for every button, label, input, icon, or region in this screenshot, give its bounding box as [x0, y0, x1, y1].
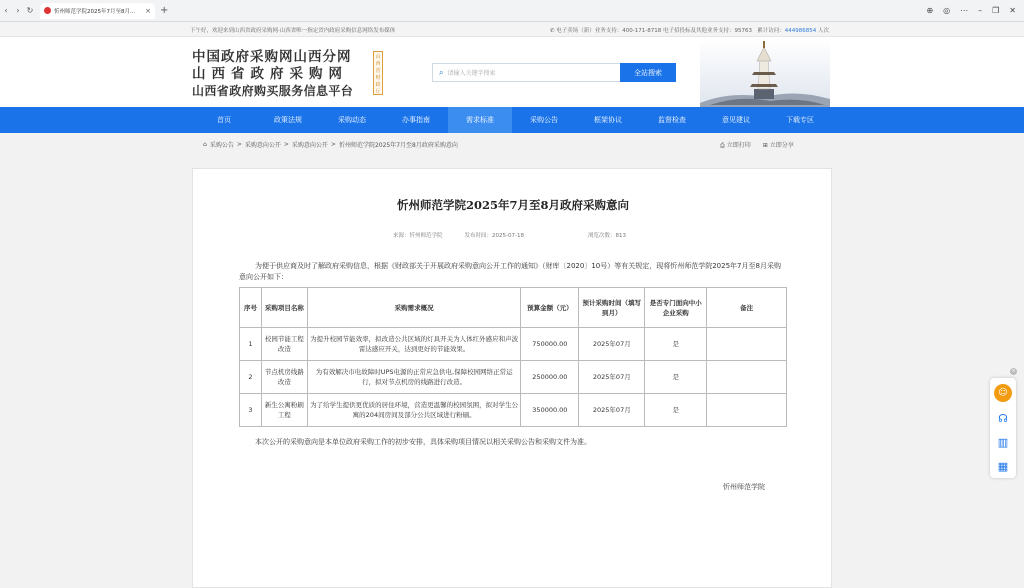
col-header: 采购项目名称 — [261, 288, 307, 328]
globe-icon[interactable]: ◎ — [943, 6, 951, 15]
back-icon[interactable]: ‹ — [4, 6, 8, 15]
cell-sme: 是 — [645, 328, 707, 361]
article-meta — [393, 231, 524, 239]
cell-budget: 750000.00 — [521, 328, 579, 361]
col-header: 序号 — [240, 288, 262, 328]
float-close-icon[interactable]: × — [1011, 368, 1016, 374]
article-views: 浏览次数：813 — [588, 233, 626, 239]
share-button[interactable] — [763, 140, 794, 150]
cell-project: 校园节能工程改造 — [261, 328, 307, 361]
browser-tab[interactable] — [40, 3, 155, 19]
breadcrumb-separator: > — [236, 141, 242, 148]
breadcrumb-item[interactable]: 采购意向公开 — [244, 142, 281, 149]
more-icon[interactable]: ⋯ — [960, 6, 969, 15]
cell-remark — [707, 361, 787, 394]
article-card — [192, 168, 832, 588]
procurement-table — [239, 287, 787, 427]
print-button[interactable] — [720, 140, 751, 150]
browser-chrome — [0, 0, 1024, 22]
search-placeholder: 请输入关键字搜索 — [447, 70, 496, 77]
search-input[interactable] — [432, 63, 622, 82]
minimize-icon[interactable]: – — [978, 6, 983, 15]
greeting-text: 下午好，欢迎来到山西省政府采购网·山西省唯一指定省内政府采购信息网络发布媒体 — [190, 28, 396, 34]
cell-sme: 是 — [645, 361, 707, 394]
new-tab-icon[interactable]: + — [160, 5, 169, 16]
pagoda-banner-image — [700, 39, 830, 107]
breadcrumb-current: 忻州师范学院2025年7月至8月政府采购意向 — [338, 142, 458, 149]
cell-index: 1 — [240, 328, 262, 361]
share-icon: ⊞ — [762, 142, 768, 149]
visit-count: 444986854 — [784, 28, 817, 34]
article-date: 发布时间：2025-07-18 — [464, 233, 524, 239]
printer-icon: ⎙ — [720, 142, 725, 149]
cell-remark — [707, 328, 787, 361]
breadcrumb-separator: > — [283, 141, 289, 148]
nav-feedback[interactable]: 意见建议 — [722, 116, 750, 124]
table-row — [240, 361, 787, 394]
breadcrumb-item[interactable]: 采购意向公开 — [291, 142, 328, 149]
assistant-bot-icon[interactable]: ☺ — [994, 384, 1012, 402]
col-header: 备注 — [707, 288, 787, 328]
logo-line-3[interactable]: 山西省政府购买服务信息平台 — [192, 84, 354, 98]
article-signature: 忻州师范学院 — [723, 483, 765, 491]
window-close-icon[interactable]: ✕ — [1009, 6, 1016, 15]
nav-home[interactable]: 首页 — [217, 116, 231, 124]
print-label: 立即打印 — [726, 142, 751, 149]
table-row — [240, 328, 787, 361]
cell-description: 为提升校园节能效率，拟改造公共区域的灯具开关为人体红外感应和声波雷达感应开关，达到更好的节能效果。 — [307, 328, 521, 361]
cell-index: 2 — [240, 361, 262, 394]
cell-remark — [707, 394, 787, 427]
breadcrumb — [203, 140, 458, 149]
col-header: 预计采购时间（填写到月） — [579, 288, 645, 328]
cell-time: 2025年07月 — [579, 394, 645, 427]
favicon-icon — [44, 7, 51, 14]
breadcrumb-item[interactable]: 采购公告 — [209, 142, 234, 149]
headset-icon[interactable]: ☊ — [998, 412, 1008, 425]
table-header-row — [240, 288, 787, 328]
restore-icon[interactable]: ❐ — [992, 6, 1000, 15]
floating-toolbar — [990, 378, 1016, 478]
article-title: 忻州师范学院2025年7月至8月政府采购意向 — [396, 198, 629, 212]
forward-icon[interactable]: › — [16, 6, 20, 15]
service-info — [550, 26, 829, 34]
table-row — [240, 394, 787, 427]
nav-news[interactable]: 采购动态 — [338, 116, 366, 124]
download-icon[interactable]: ⊕ — [926, 6, 934, 15]
qrcode-icon[interactable]: ▦ — [997, 460, 1009, 473]
home-icon[interactable]: ⌂ — [203, 141, 207, 148]
tab-close-icon[interactable]: × — [145, 6, 151, 15]
nav-framework[interactable]: 框架协议 — [594, 116, 622, 124]
article-intro: 为便于供应商及时了解政府采购信息，根据《财政部关于开展政府采购意向公开工作的通知》（财库〔2020〕10号）等有关规定，现将忻州师范学院2025年7月至8月采购意向公开如下： — [239, 262, 781, 281]
cell-project: 节点机房线路改造 — [261, 361, 307, 394]
search-button[interactable]: 全站搜索 — [620, 63, 676, 82]
reload-icon[interactable]: ↻ — [26, 6, 34, 15]
phone-icon: ✆ — [549, 28, 555, 34]
cell-budget: 350000.00 — [521, 394, 579, 427]
logo-line-1[interactable]: 中国政府采购网山西分网 — [192, 49, 352, 65]
search-icon: ⌕ — [439, 67, 444, 77]
site-header — [0, 37, 1024, 107]
cell-time: 2025年07月 — [579, 361, 645, 394]
col-header: 预算金额（元） — [521, 288, 579, 328]
top-info-bar — [0, 22, 1024, 37]
nav-downloads[interactable]: 下载专区 — [786, 116, 814, 124]
article-outro: 本次公开的采购意向是本单位政府采购工作的初步安排，具体采购项目情况以相关采购公告和采购文件为准。 — [255, 438, 591, 446]
nav-standards[interactable]: 需求标准 — [448, 107, 512, 133]
nav-announcements[interactable]: 采购公告 — [530, 116, 558, 124]
breadcrumb-separator: > — [330, 141, 336, 148]
logo-line-2[interactable]: 山西省政府采购网 — [192, 66, 348, 82]
nav-policy[interactable]: 政策法规 — [274, 116, 302, 124]
col-header: 采购需求概况 — [307, 288, 521, 328]
finance-dept-seal: 山西省财政厅 — [373, 51, 383, 95]
cell-description: 为有效解决市电故障时UPS电源的正常应急供电,保障校园网络正常运行，拟对节点机房的线路进行改造。 — [307, 361, 521, 394]
share-label: 立即分享 — [769, 142, 794, 149]
nav-supervision[interactable]: 监督检查 — [658, 116, 686, 124]
cell-budget: 250000.00 — [521, 361, 579, 394]
nav-guide[interactable]: 办事指南 — [402, 116, 430, 124]
visit-label: 累计访问： — [757, 28, 785, 34]
service-line: 电子卖场（新）业务支持：400-171-8718 电子招投标及其他业务支持：95763 — [556, 28, 752, 34]
cell-description: 为了给学生提供更优质的居住环境，营造更温馨的校园氛围，拟对学生公寓的204间房间及部分公共区域进行粉刷。 — [307, 394, 521, 427]
cell-project: 新生公寓粉刷工程 — [261, 394, 307, 427]
article-tools — [720, 140, 794, 150]
main-nav — [0, 107, 1024, 133]
chart-icon[interactable]: ▥ — [997, 436, 1009, 449]
cell-sme: 是 — [645, 394, 707, 427]
col-header: 是否专门面向中小企业采购 — [645, 288, 707, 328]
visit-unit: 人次 — [817, 28, 829, 34]
article-source: 来源：忻州师范学院 — [393, 233, 443, 239]
tab-title: 忻州师范学院2025年7月至8月... — [54, 8, 136, 15]
cell-index: 3 — [240, 394, 262, 427]
cell-time: 2025年07月 — [579, 328, 645, 361]
